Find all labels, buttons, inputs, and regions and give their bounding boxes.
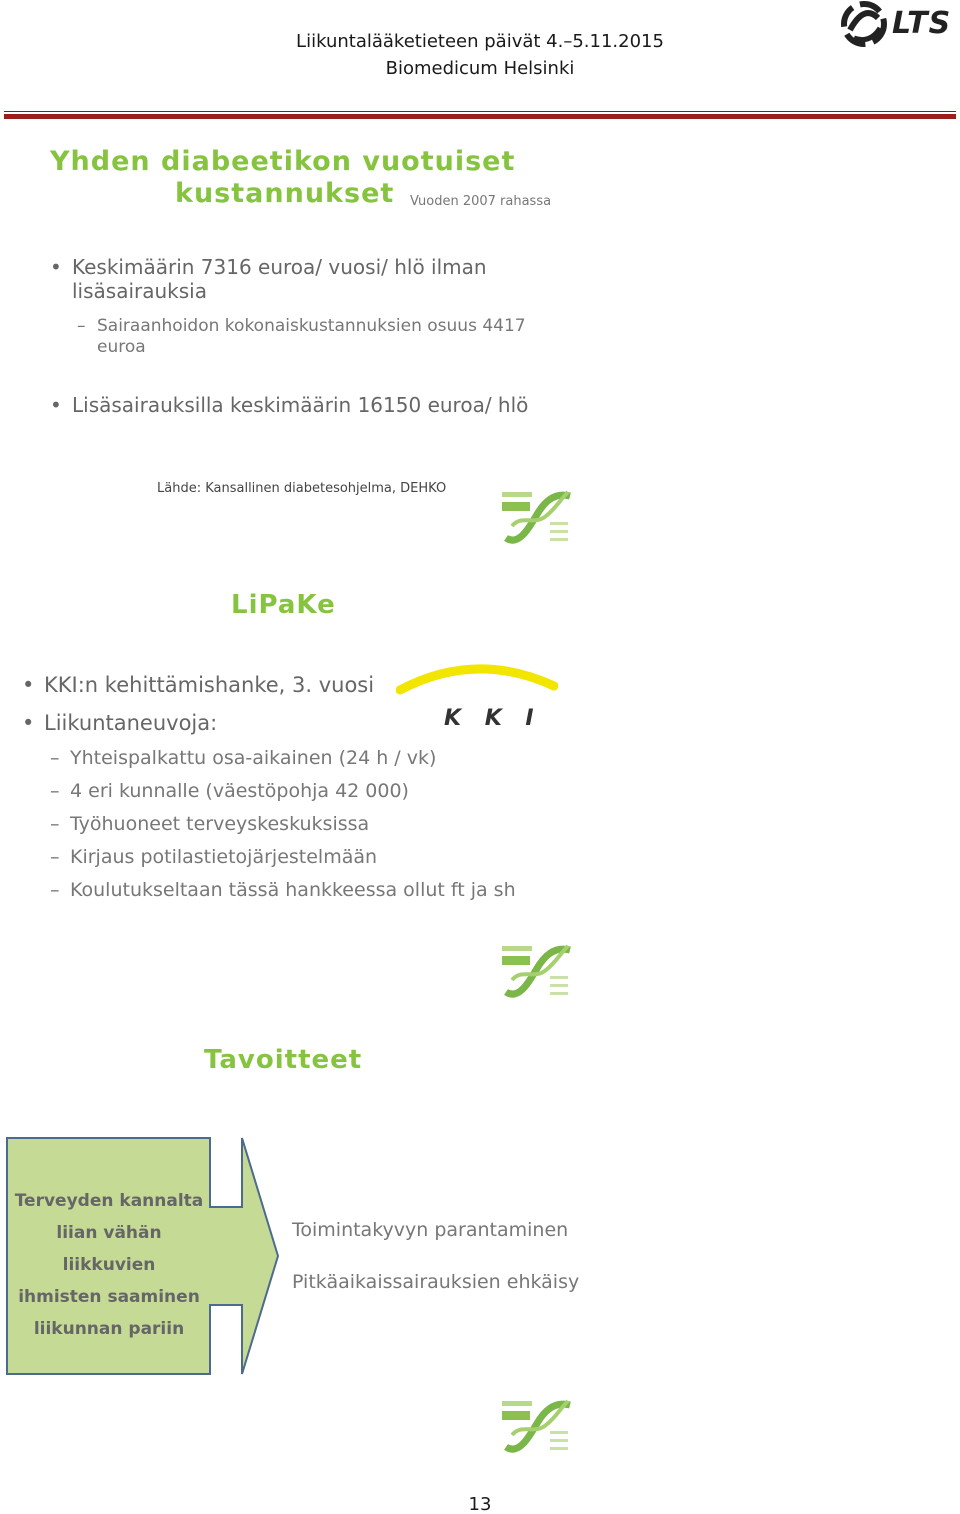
slide1-subtitle: Vuoden 2007 rahassa bbox=[410, 194, 552, 209]
sub-dash: – bbox=[50, 879, 60, 901]
goal-box-line-4: liikunnan pariin bbox=[33, 1319, 185, 1339]
slide2-title: LiPaKe bbox=[231, 590, 336, 620]
sub-dash: – bbox=[50, 780, 60, 802]
kki-logo-text: K K I bbox=[444, 706, 542, 731]
lts-logo bbox=[840, 0, 958, 50]
bullet-dot: • bbox=[22, 711, 35, 735]
slide1-subitem-1 bbox=[77, 316, 557, 358]
bullet-dot: • bbox=[22, 673, 35, 697]
slide2-subitem-3-text: Työhuoneet terveyskeskuksissa bbox=[70, 813, 370, 835]
slide1-source: Lähde: Kansallinen diabetesohjelma, DEHKO bbox=[157, 481, 447, 496]
slide2-bullet-2-text: Liikuntaneuvoja: bbox=[44, 711, 218, 735]
goal-box-line-1: Terveyden kannalta bbox=[14, 1191, 204, 1211]
lipake-logo-icon bbox=[498, 940, 574, 1002]
slide2-subitem-5 bbox=[50, 879, 570, 901]
sub-dash: – bbox=[77, 316, 86, 336]
slide1-subitem-1-text: Sairaanhoidon kokonaiskustannuksien osuus 4417 euroa bbox=[97, 316, 526, 357]
slide2-subitem-4-text: Kirjaus potilastietojärjestelmään bbox=[70, 846, 378, 868]
header-subtitle: Biomedicum Helsinki bbox=[385, 58, 575, 79]
slide1-bullet-1 bbox=[50, 255, 512, 303]
header-rule-thick bbox=[4, 114, 956, 119]
header-title: Liikuntalääketieteen päivät 4.–5.11.2015 bbox=[296, 31, 664, 52]
header-rule-thin bbox=[4, 111, 956, 112]
lipake-logo-icon bbox=[498, 486, 574, 548]
sub-dash: – bbox=[50, 747, 60, 769]
slide2-bullet-2 bbox=[22, 711, 424, 735]
goal-box-line-3: ihmisten saaminen bbox=[18, 1287, 200, 1307]
slide2-subitem-5-text: Koulutukseltaan tässä hankkeessa ollut ft ja sh bbox=[70, 879, 516, 901]
slide2-subitem-4 bbox=[50, 846, 570, 868]
bullet-dot: • bbox=[50, 393, 62, 417]
goal-outcome-1: Toimintakyvyn parantaminen bbox=[292, 1219, 569, 1241]
goal-box-text bbox=[10, 1185, 208, 1345]
sub-dash: – bbox=[50, 813, 60, 835]
bullet-dot: • bbox=[50, 255, 62, 279]
goal-outcome-2: Pitkäaikaissairauksien ehkäisy bbox=[292, 1271, 580, 1293]
slide1-bullet-1-text: Keskimäärin 7316 euroa/ vuosi/ hlö ilman lisäsairauksia bbox=[72, 255, 487, 303]
sub-dash: – bbox=[50, 846, 60, 868]
slide1-title-line2: kustannukset bbox=[175, 178, 395, 209]
slide1-bullet-2 bbox=[50, 393, 552, 417]
slide1-bullet-2-text: Lisäsairauksilla keskimäärin 16150 euroa/ hlö bbox=[72, 393, 529, 417]
slide2-bullet-1 bbox=[22, 673, 424, 697]
slide2-subitem-1-text: Yhteispalkattu osa-aikainen (24 h / vk) bbox=[70, 747, 437, 769]
slide1-title-line1: Yhden diabeetikon vuotuiset bbox=[50, 146, 516, 177]
lipake-logo-icon bbox=[498, 1395, 574, 1457]
slide2-subitem-2-text: 4 eri kunnalle (väestöpohja 42 000) bbox=[70, 780, 409, 802]
slide2-subitem-1 bbox=[50, 747, 570, 769]
page-number: 13 bbox=[468, 1494, 492, 1514]
lts-swirl-icon bbox=[840, 0, 890, 50]
slide3-title: Tavoitteet bbox=[204, 1045, 363, 1075]
goal-box-line-2: liian vähän liikkuvien bbox=[56, 1223, 162, 1275]
lts-logo-text: LTS bbox=[892, 6, 952, 41]
slide2-subitem-2 bbox=[50, 780, 570, 802]
slide2-bullet-1-text: KKI:n kehittämishanke, 3. vuosi bbox=[44, 673, 375, 697]
slide2-subitem-3 bbox=[50, 813, 570, 835]
